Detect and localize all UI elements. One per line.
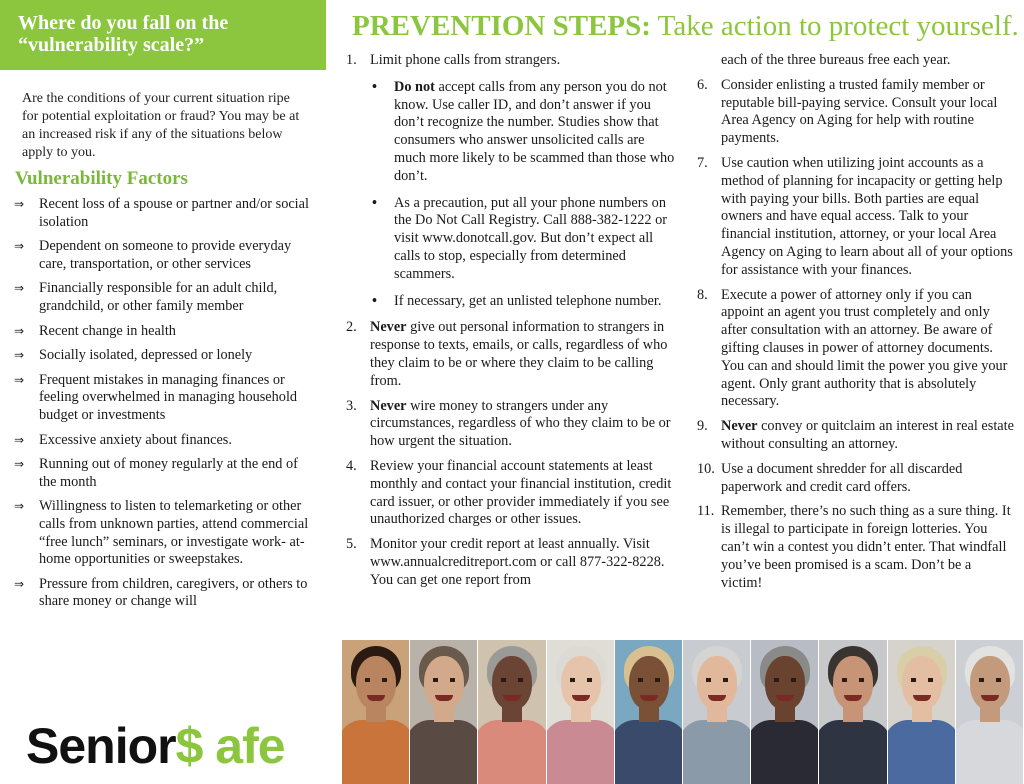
step-number: 7. [697, 154, 708, 171]
senior-photo-strip [342, 640, 1024, 784]
senior-portrait-4 [547, 640, 615, 784]
bullet-icon: • [372, 292, 378, 309]
portrait-head [833, 656, 873, 710]
step-number: 3. [346, 397, 357, 414]
portrait-body [615, 720, 683, 784]
factor-item [14, 280, 314, 315]
step-sublist [370, 79, 676, 311]
subitem-text: If necessary, get an unlisted telephone number. [394, 292, 662, 309]
senior-portrait-3 [478, 640, 546, 784]
portrait-eyes [570, 678, 592, 682]
senior-portrait-1 [342, 640, 410, 784]
factor-item [14, 323, 314, 341]
vulnerability-intro: Are the conditions of your current situation ripe for potential exploitation or fraud? You may be at an increased risk if any of the situations below apply to you. [22, 91, 300, 160]
step-text: Use a document shredder for all discarded paperwork and credit card offers. [721, 460, 963, 495]
prevention-steps-column-1 [346, 52, 676, 597]
portrait-eyes [842, 678, 864, 682]
senior-portrait-10 [956, 640, 1024, 784]
factor-text: Recent loss of a spouse or partner and/or social isolation [39, 196, 309, 230]
factor-text: Dependent on someone to provide everyday care, transportation, or other services [39, 238, 292, 272]
factor-text: Running out of money regularly at the end of the month [39, 456, 298, 490]
senior-portrait-8 [819, 640, 887, 784]
arrow-icon: ⇒ [14, 197, 25, 211]
step-text: convey or quitclaim an interest in real estate without consulting an attorney. [721, 418, 1014, 452]
portrait-head [356, 656, 396, 710]
bullet-icon: • [372, 194, 378, 211]
step-item [697, 418, 1015, 454]
step-text: Monitor your credit report at least annually. Visit www.annualcreditreport.com or call 877-322-8228. You can get one report from [370, 536, 665, 588]
arrow-icon: ⇒ [14, 372, 25, 387]
step-text: Limit phone calls from strangers. [370, 52, 561, 68]
portrait-body [547, 720, 615, 784]
arrow-icon: ⇒ [14, 576, 25, 591]
portrait-head [492, 656, 532, 710]
factor-text: Financially responsible for an adult child, grandchild, or other family member [39, 280, 278, 314]
vulnerability-panel [0, 0, 326, 784]
senior-portrait-2 [410, 640, 478, 784]
step-text: give out personal information to strangers in response to texts, emails, or calls, regardless of who they claim to be or where they claim to be calling from. [370, 319, 668, 389]
portrait-eyes [774, 678, 796, 682]
portrait-mouth [981, 695, 999, 701]
step-item [697, 461, 1015, 497]
portrait-eyes [638, 678, 660, 682]
portrait-eyes [501, 678, 523, 682]
arrow-icon: ⇒ [14, 348, 25, 363]
bullet-icon: • [372, 78, 378, 95]
portrait-body [956, 720, 1024, 784]
step-subitem [370, 293, 676, 311]
portrait-body [888, 720, 956, 784]
portrait-body [478, 720, 546, 784]
arrow-icon: ⇒ [14, 239, 25, 254]
arrow-icon: ⇒ [14, 323, 25, 338]
step-item [697, 287, 1015, 412]
step-number: 5. [346, 536, 357, 553]
arrow-icon: ⇒ [14, 499, 25, 514]
portrait-head [629, 656, 669, 710]
prevention-title [352, 8, 1019, 44]
portrait-eyes [365, 678, 387, 682]
prevention-title-rest: Take action to protect yourself. [650, 10, 1019, 42]
step-number: 2. [346, 319, 357, 336]
step-emphasis: Never [721, 418, 758, 435]
arrow-icon: ⇒ [14, 432, 25, 447]
factor-item [14, 372, 314, 425]
step-number: 9. [697, 418, 708, 435]
factor-text: Recent change in health [39, 322, 176, 339]
factor-text: Frequent mistakes in managing finances or feeling overwhelmed in managing household budget or investments [39, 371, 298, 423]
vulnerability-header-line1: Where do you fall on the [18, 12, 229, 34]
factor-text: Socially isolated, depressed or lonely [39, 347, 253, 364]
step-subitem [370, 79, 676, 186]
step-item [346, 458, 676, 529]
step-subitem [370, 195, 676, 284]
senior-portrait-9 [888, 640, 956, 784]
arrow-icon: ⇒ [14, 281, 25, 296]
prevention-steps-column-2 [697, 52, 1015, 599]
step-text: wire money to strangers under any circumstances, regardless of who they claim to be or how urgent the situation. [370, 397, 671, 450]
factors-title: Vulnerability Factors [15, 168, 188, 189]
portrait-mouth [913, 695, 931, 701]
step-emphasis: Never [370, 397, 407, 414]
portrait-body [819, 720, 887, 784]
factor-text: Pressure from children, caregivers, or others to share money or change will [39, 575, 308, 610]
step-item [697, 155, 1015, 280]
senior-portrait-5 [615, 640, 683, 784]
step-item [346, 536, 676, 589]
step-item [697, 77, 1015, 148]
factor-item [14, 456, 314, 491]
portrait-mouth [640, 695, 658, 701]
seniorsafe-logo [26, 716, 285, 776]
factor-text: Excessive anxiety about finances. [39, 431, 232, 448]
factor-text: Willingness to listen to telemarketing or other calls from unknown parties, attend commercial “free lunch” seminars, or investigate work- at-home opportunities or sweepstakes. [39, 498, 309, 568]
vulnerability-header-line2: “vulnerability scale?” [18, 34, 205, 56]
portrait-body [751, 720, 819, 784]
step-number: 6. [697, 76, 708, 93]
portrait-body [683, 720, 751, 784]
portrait-head [424, 656, 464, 710]
factor-item [14, 576, 314, 611]
portrait-head [697, 656, 737, 710]
step-number: 11. [697, 503, 715, 520]
portrait-eyes [979, 678, 1001, 682]
step-number: 4. [346, 457, 357, 474]
factor-item [14, 347, 314, 365]
step-number: 10. [697, 460, 715, 477]
factor-item [14, 238, 314, 273]
step-text: Remember, there’s no such thing as a sure thing. It is illegal to participate in foreign lotteries. You can’t win a contest you didn’t enter. That windfall you’ve been promised is a scam. Don’t be a victim! [721, 503, 1011, 591]
step-item [346, 319, 676, 390]
portrait-mouth [572, 695, 590, 701]
portrait-body [410, 720, 478, 784]
factor-item [14, 498, 314, 568]
portrait-eyes [706, 678, 728, 682]
portrait-eyes [433, 678, 455, 682]
step-text: Execute a power of attorney only if you can appoint an agent you trust completely and only after consultation with an attorney. Be aware of gifting clauses in power of attorney documents. You can and should limit the power you give your agent. Only grant authority that is absolutely necessary. [721, 286, 1008, 410]
prevention-title-bold: PREVENTION STEPS: [352, 10, 651, 42]
step-item [346, 52, 676, 310]
portrait-head [970, 656, 1010, 710]
step-item [697, 503, 1015, 592]
vulnerability-header [0, 0, 326, 70]
step-number: 1. [346, 52, 357, 68]
senior-portrait-7 [751, 640, 819, 784]
factor-item [14, 196, 314, 231]
portrait-body [342, 720, 410, 784]
factor-item [14, 432, 314, 450]
step-text: Use caution when utilizing joint accounts as a method of planning for incapacity or getting help with paying your bills. Both parties are equal owners and have equal access. Talk to your financial institution, attorney, or your local Area Agency on Aging to learn about all of your options for assistance with your finances. [721, 154, 1013, 278]
step-text: each of the three bureaus free each year. [721, 52, 951, 68]
senior-portrait-6 [683, 640, 751, 784]
step-number: 8. [697, 286, 708, 303]
portrait-eyes [911, 678, 933, 682]
logo-text-safe: $ afe [175, 718, 285, 774]
logo-text-senior: Senior [26, 718, 176, 774]
subitem-text: As a precaution, put all your phone numbers on the Do Not Call Registry. Call 888-382-1222 or visit www.donotcall.gov. But don’t expect all calls to stop, especially from determined scammers. [394, 194, 668, 282]
arrow-icon: ⇒ [14, 457, 25, 472]
portrait-head [902, 656, 942, 710]
step-item [346, 398, 676, 451]
factors-list [14, 196, 314, 618]
subitem-emphasis: Do not [394, 78, 435, 95]
portrait-head [561, 656, 601, 710]
subitem-text: accept calls from any person you do not know. Use caller ID, and don’t answer if you don’t recognize the number. Studies show that consumers who answer unsolicited calls are much more likely to be scammed than those who don’t. [394, 78, 675, 184]
step-continuation [697, 52, 1015, 70]
step-text: Consider enlisting a trusted family member or reputable bill-paying service. Consult your local Area Agency on Aging for help with routine payments. [721, 76, 998, 147]
portrait-head [765, 656, 805, 710]
step-text: Review your financial account statements at least monthly and contact your financial institution, credit card issuer, or other provider immediately if you see unauthorized charges or other issues. [370, 457, 672, 528]
step-emphasis: Never [370, 319, 407, 336]
